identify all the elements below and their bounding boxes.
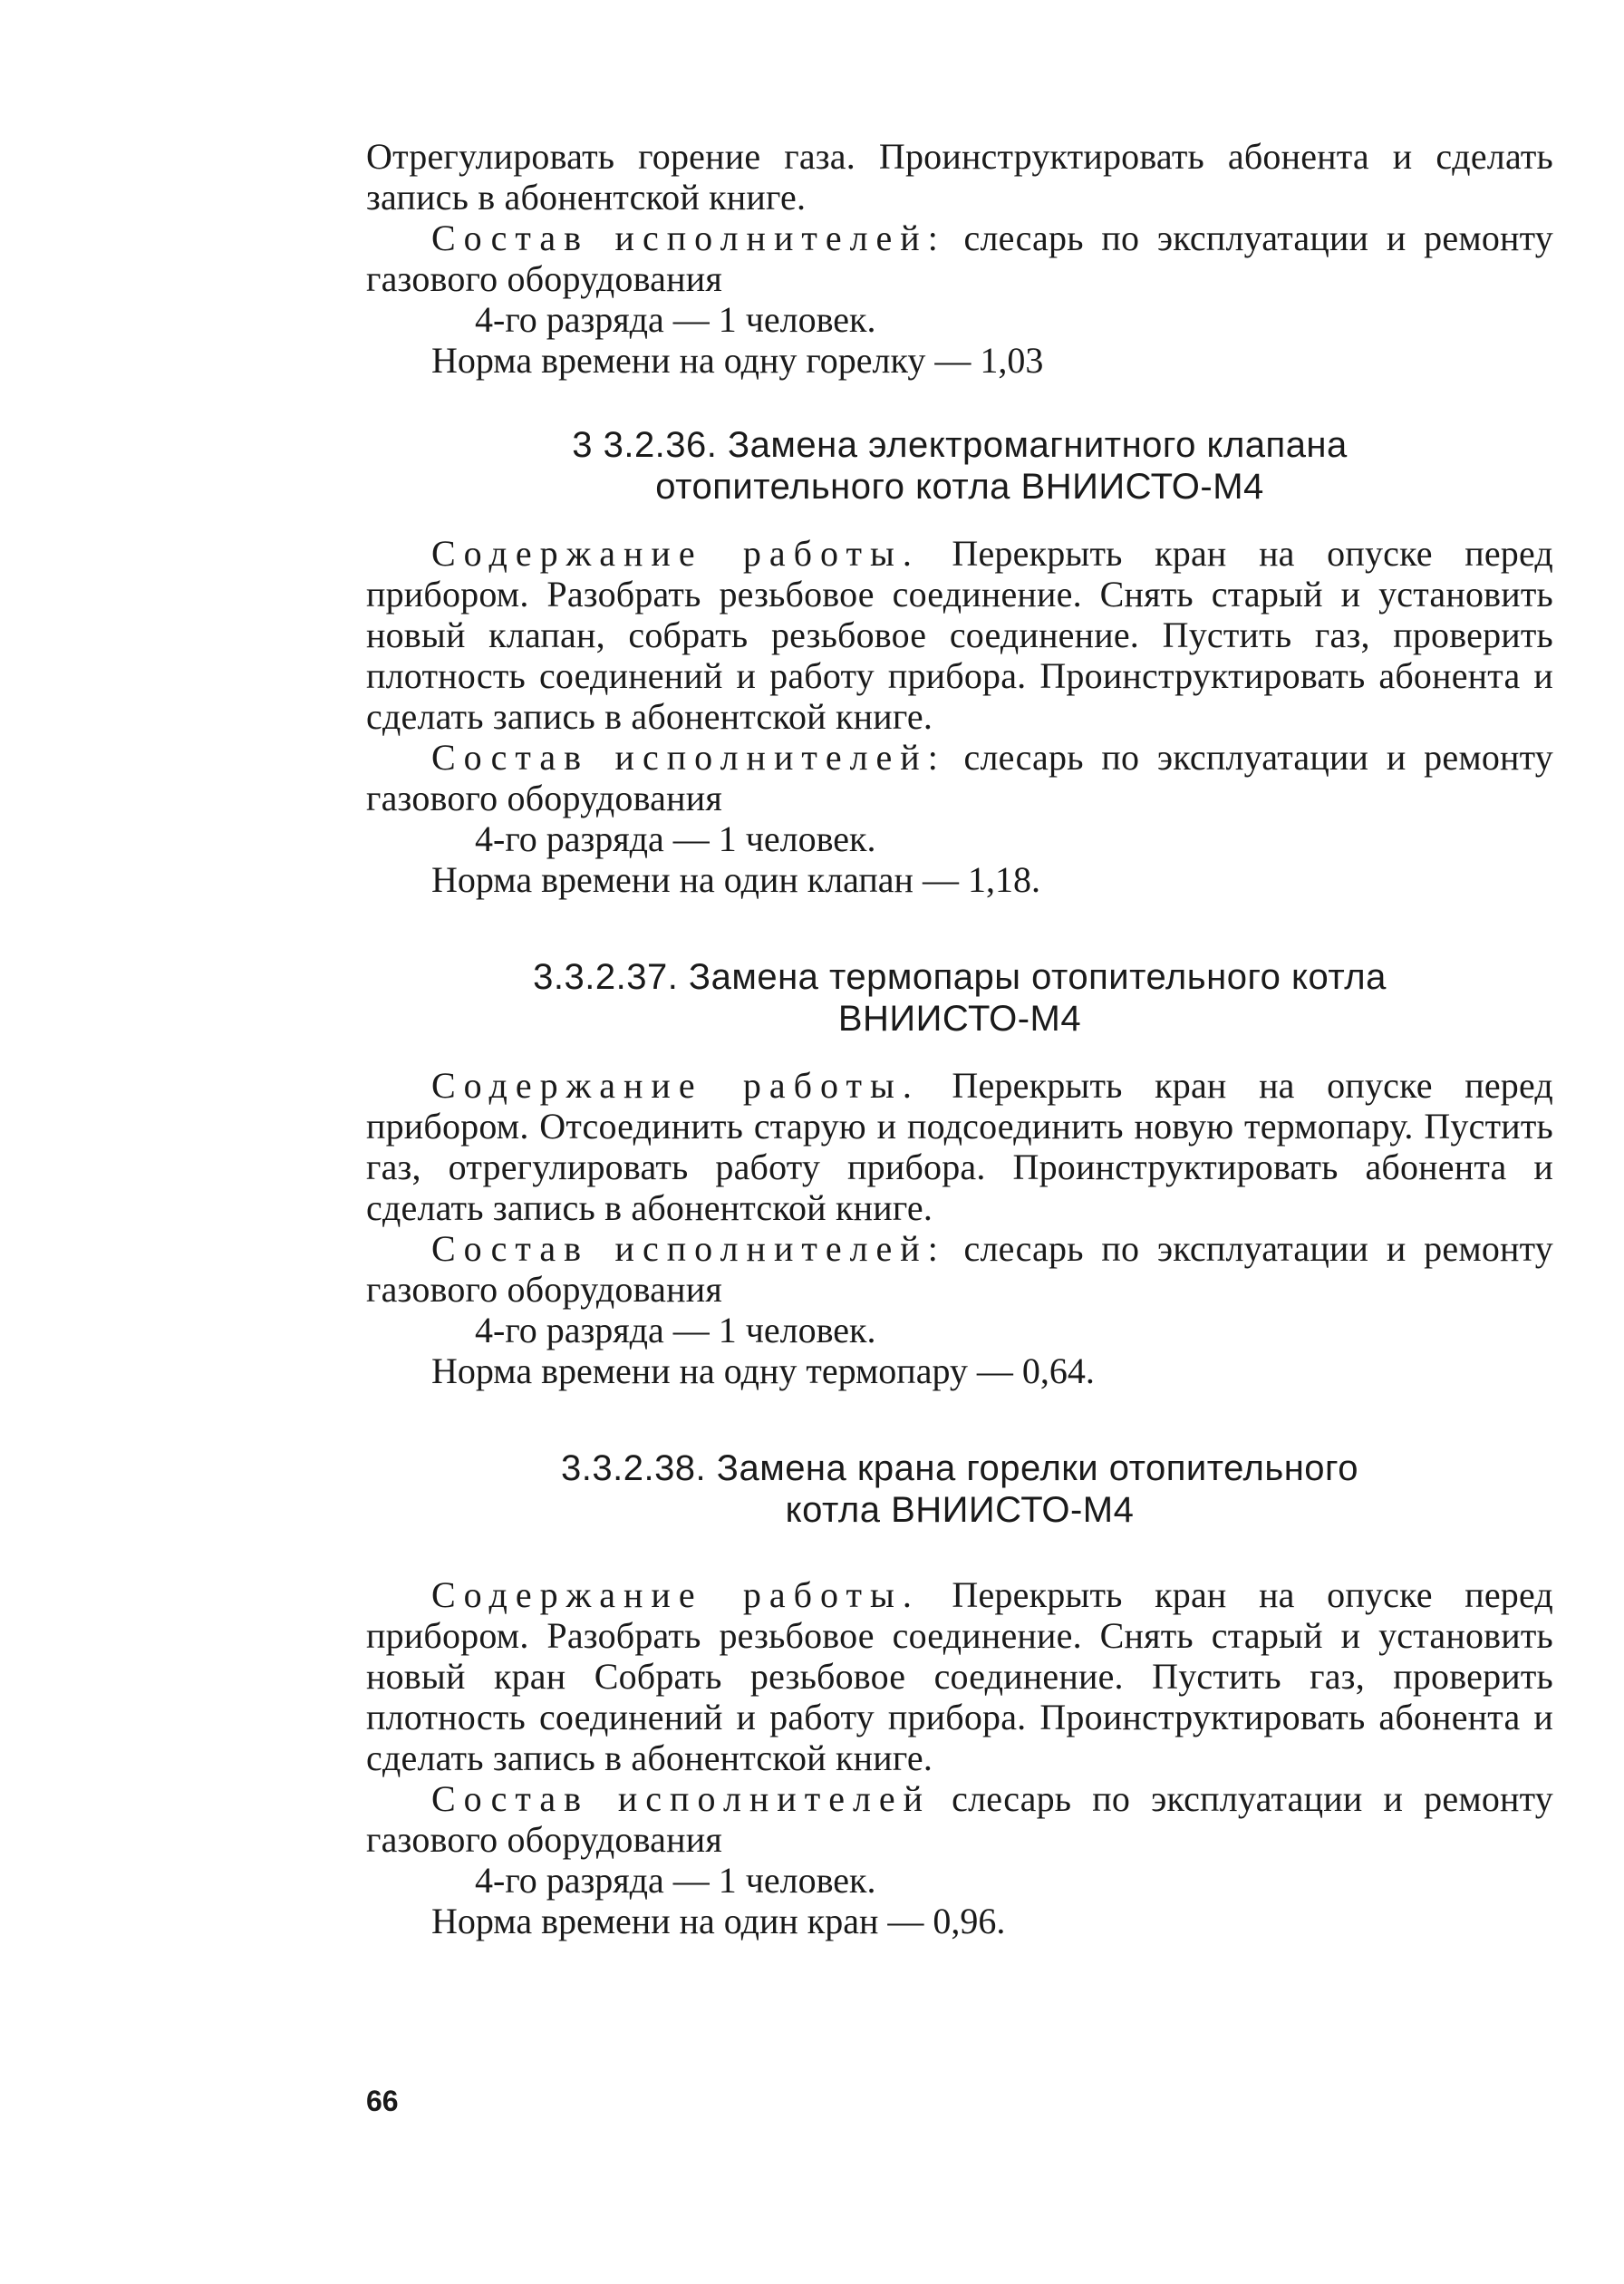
section-title-line1: 3.3.2.37. Замена термопары отопительного котла	[533, 957, 1387, 997]
grade: 4-го разряда — 1 человек.	[475, 1310, 876, 1350]
staff	[366, 1778, 1553, 1860]
section-title	[366, 1447, 1553, 1531]
intro-work-text: Отрегулировать горение газа. Проинструктировать абонента и сделать запись в абонентской книге.	[366, 136, 1553, 218]
work-content	[366, 533, 1553, 737]
work-content-text: Перекрыть кран на опуске перед прибором. Разобрать резьбовое соединение. Снять старый и установить новый кран Собрать резьбовое соединение. Пустить газ, проверить плотность соединений и работу прибора. Проинструктировать абонента и сделать запись в абонентской книге.	[366, 1574, 1553, 1778]
staff-text: слесарь по эксплуатации и ремонту газового оборудования	[366, 1228, 1553, 1310]
section-title	[366, 956, 1553, 1040]
staff	[366, 1228, 1553, 1310]
section-3-3-2-36	[366, 424, 1553, 900]
intro-staff	[366, 218, 1553, 299]
section-title-line2: отопительного котла ВНИИСТО-М4	[655, 467, 1264, 507]
work-content-label: Содержание работы.	[431, 1574, 920, 1615]
work-content	[366, 1065, 1553, 1228]
work-content-label: Содержание работы.	[431, 1065, 920, 1106]
section-title-line2: ВНИИСТО-М4	[837, 999, 1082, 1039]
intro-staff-label: Состав исполнителей:	[431, 218, 946, 258]
intro-norm: Норма времени на одну горелку — 1,03	[431, 340, 1044, 381]
time-norm: Норма времени на один кран — 0,96.	[431, 1901, 1006, 1941]
section-title-line2: котла ВНИИСТО-М4	[785, 1490, 1135, 1530]
page-number: 66	[366, 2085, 399, 2117]
staff-label: Состав исполнителей	[431, 1778, 932, 1819]
section-title	[366, 424, 1553, 508]
staff	[366, 737, 1553, 818]
work-content-text: Перекрыть кран на опуске перед прибором. Разобрать резьбовое соединение. Снять старый и установить новый клапан, собрать резьбовое соединение. Пустить газ, проверить плотность соединений и работу прибора. Проинструктировать абонента и сделать запись в абонентской книге.	[366, 533, 1553, 737]
intro-block	[366, 136, 1553, 381]
work-content-text: Перекрыть кран на опуске перед прибором. Отсоединить старую и подсоединить новую термопару. Пустить газ, отрегулировать работу прибора. Проинструктировать абонента и сделать запись в абонентской книге.	[366, 1065, 1553, 1228]
staff-label: Состав исполнителей:	[431, 737, 946, 778]
grade: 4-го разряда — 1 человек.	[475, 1860, 876, 1901]
staff-label: Состав исполнителей:	[431, 1228, 946, 1269]
work-content	[366, 1574, 1553, 1778]
intro-staff-text: слесарь по эксплуатации и ремонту газового оборудования	[366, 218, 1553, 299]
staff-text: слесарь по эксплуатации и ремонту газового оборудования	[366, 737, 1553, 818]
section-title-line1: 3 3.2.36. Замена электромагнитного клапана	[572, 425, 1348, 465]
document-page	[366, 136, 1553, 2202]
time-norm: Норма времени на один клапан — 1,18.	[431, 859, 1040, 900]
time-norm: Норма времени на одну термопару — 0,64.	[431, 1350, 1095, 1391]
grade: 4-го разряда — 1 человек.	[475, 818, 876, 859]
work-content-label: Содержание работы.	[431, 533, 920, 574]
intro-grade: 4-го разряда — 1 человек.	[475, 299, 876, 340]
section-title-line1: 3.3.2.38. Замена крана горелки отопительного	[560, 1448, 1358, 1488]
section-3-3-2-38	[366, 1447, 1553, 1941]
section-3-3-2-37	[366, 956, 1553, 1391]
staff-text: слесарь по эксплуатации и ремонту газового оборудования	[366, 1778, 1553, 1860]
